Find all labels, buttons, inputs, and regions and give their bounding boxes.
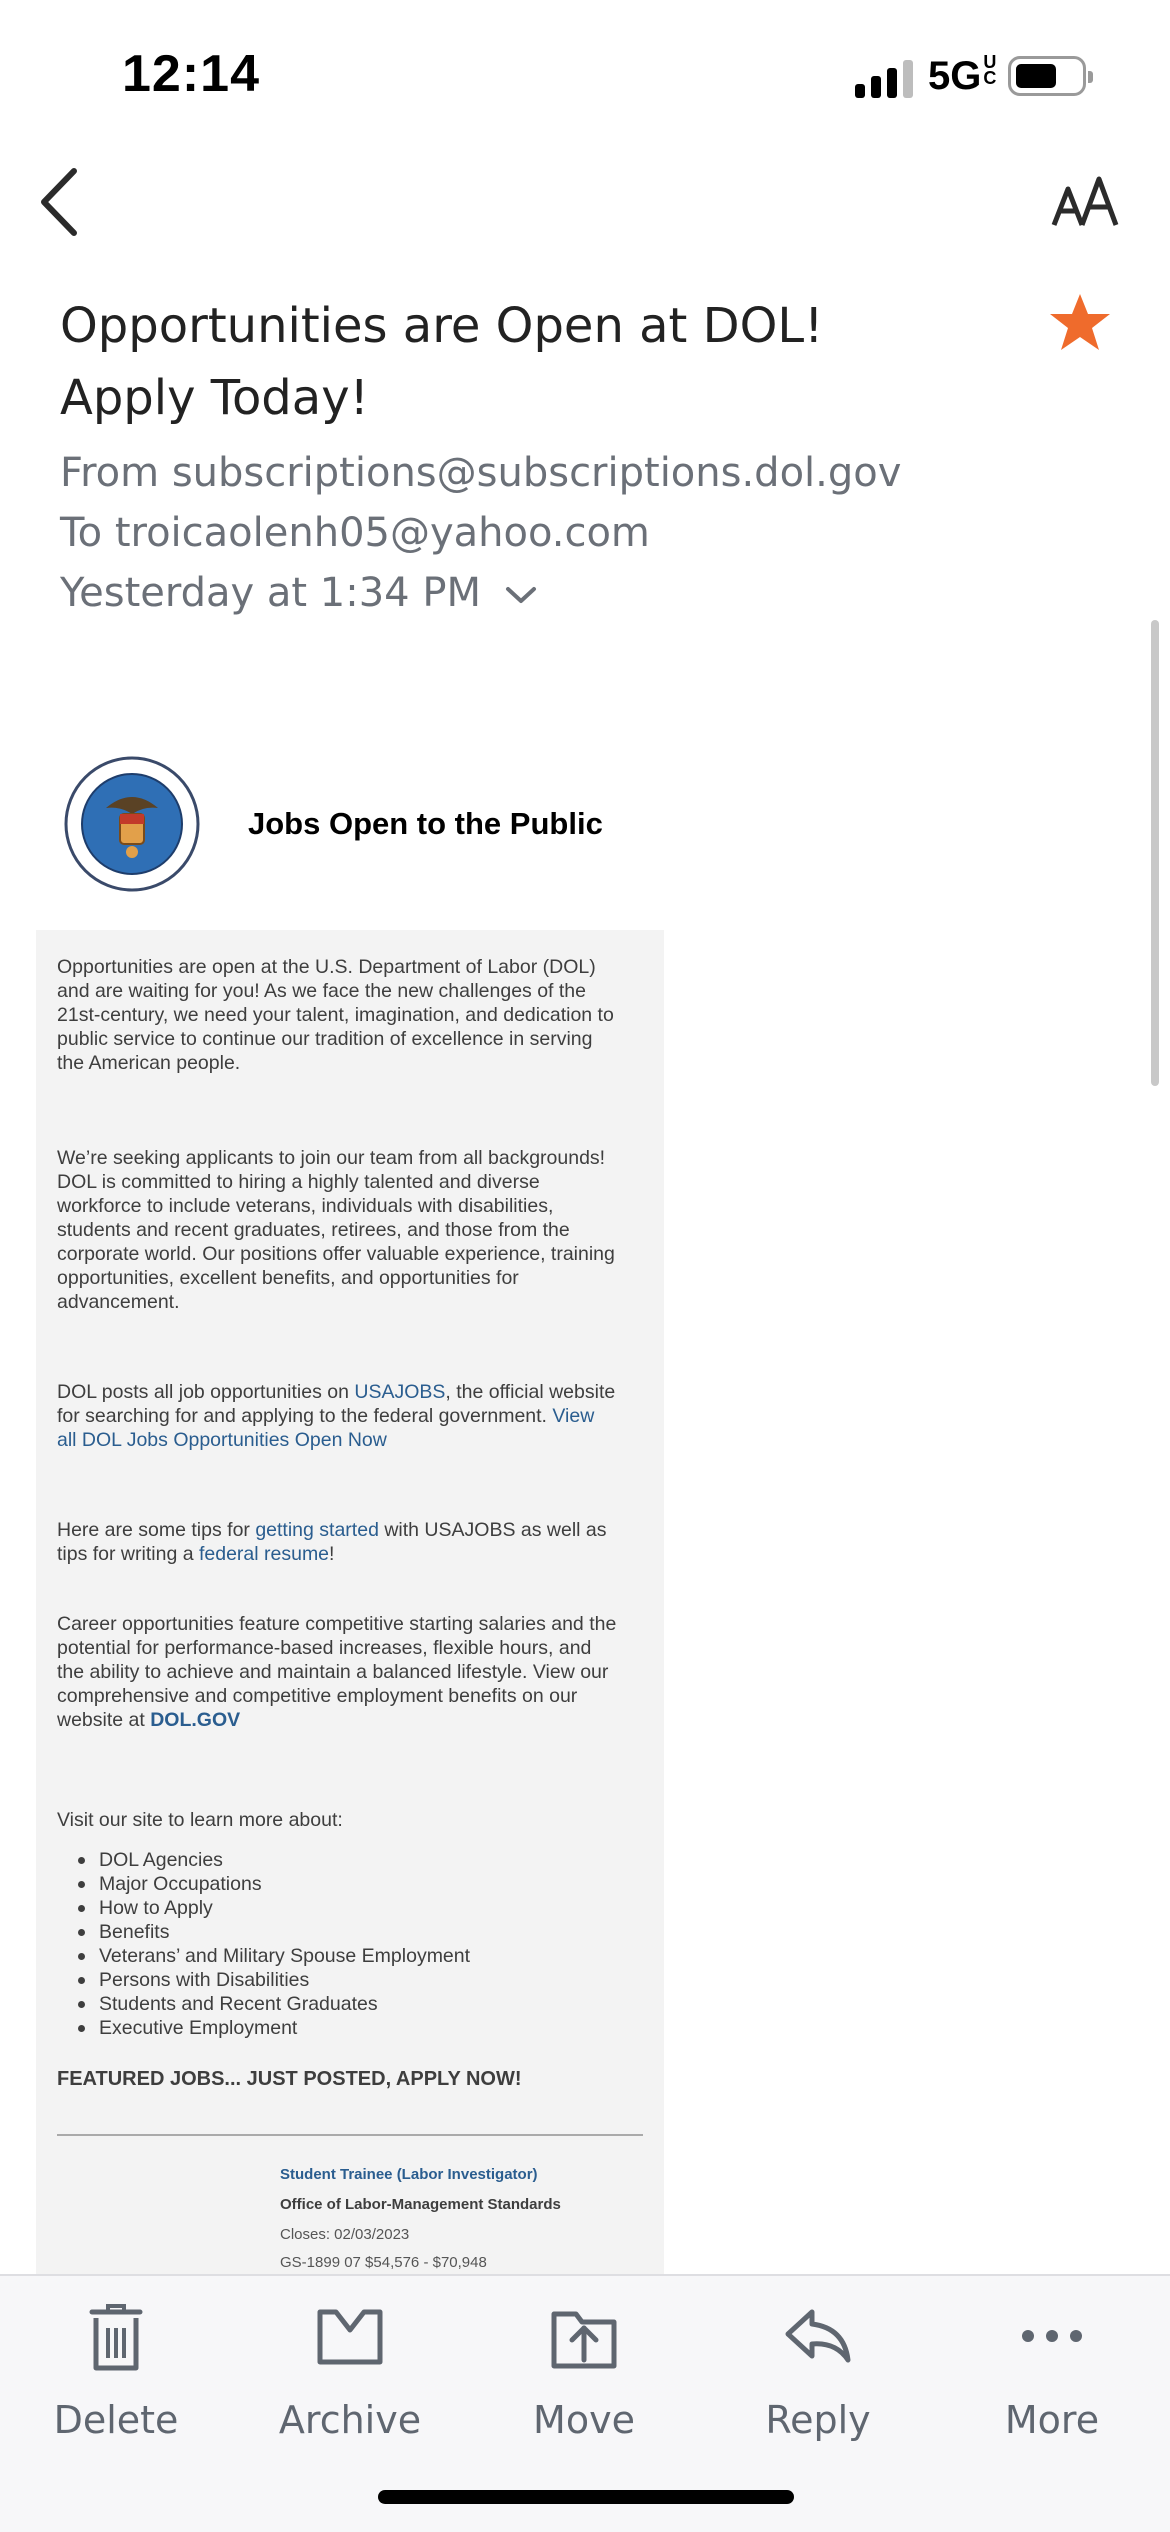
list-item: How to Apply [57,1896,617,1920]
more-dots-icon [1016,2302,1088,2372]
archive-icon [314,2302,386,2372]
archive-button[interactable] [250,2302,450,2452]
job-grade-salary: GS-1899 07 $54,576 - $70,948 [280,2254,487,2271]
delete-button[interactable] [16,2302,216,2452]
battery-icon [1008,56,1086,96]
star-button[interactable] [1048,292,1112,352]
paragraph-applicants: We’re seeking applicants to join our team from all backgrounds! DOL is committed to hiring a highly talented and diverse workforce to include veterans, individuals with disabilities, students and recent graduates, retirees, and those from the corporate world. Our positions offer valuable experience, training opportunities, excellent benefits, and opportunities for advancement. [57,1147,615,1313]
view-all-jobs-link[interactable]: View all DOL Jobs Opportunities Open Now [57,1405,595,1451]
delete-label: Delete [53,2398,179,2442]
paragraph-tips [57,1518,617,1566]
list-item: Students and Recent Graduates [57,1992,617,2016]
reply-icon [782,2302,854,2372]
list-item: DOL Agencies [57,1848,617,1872]
list-item: Executive Employment [57,2016,617,2040]
email-subject: Opportunities are Open at DOL! Apply Today! [60,298,824,426]
dol-seal-logo [64,756,200,892]
paragraph-benefits [57,1612,617,1732]
network-label: 5G [928,54,982,98]
usajobs-link[interactable]: USAJOBS [354,1381,446,1403]
p4-text-c: ! [329,1543,335,1565]
scrollbar[interactable] [1151,620,1159,1086]
network-indicator [928,54,997,99]
p4-text-a: Here are some tips for [57,1519,256,1541]
reply-label: Reply [765,2398,871,2442]
paragraph-learn-more: Visit our site to learn more about: [57,1809,343,1831]
archive-label: Archive [278,2398,422,2442]
job-office: Office of Labor-Management Standards [280,2196,561,2213]
move-folder-icon [548,2302,620,2372]
p3-text-a: DOL posts all job opportunities on [57,1381,355,1403]
status-bar [0,0,1170,150]
divider [57,2134,643,2136]
getting-started-link[interactable]: getting started [255,1519,379,1541]
p3-text-b: , the official website for searching for and applying to the federal government. [57,1381,616,1427]
more-label: More [1004,2398,1100,2442]
email-to[interactable]: To troicaolenh05@yahoo.com [60,510,650,556]
trash-icon [86,2302,146,2372]
federal-resume-link[interactable]: federal resume [198,1543,330,1565]
network-suffix: UC [983,52,997,88]
learn-more-list [57,1848,617,2040]
star-icon [1048,292,1112,352]
paragraph-usajobs [57,1380,617,1452]
status-time: 12:14 [122,45,260,103]
job-closing-date: Closes: 02/03/2023 [280,2226,410,2243]
list-item: Persons with Disabilities [57,1968,617,1992]
move-button[interactable] [484,2302,684,2452]
chevron-left-icon [36,165,86,239]
email-date-text: Yesterday at 1:34 PM [60,570,481,616]
email-from[interactable]: From subscriptions@subscriptions.dol.gov [60,450,902,496]
list-item: Major Occupations [57,1872,617,1896]
featured-jobs-heading: FEATURED JOBS... JUST POSTED, APPLY NOW! [57,2068,522,2090]
reply-button[interactable] [718,2302,918,2452]
more-button[interactable] [952,2302,1152,2452]
email-heading: Jobs Open to the Public [248,806,603,841]
move-label: Move [533,2398,635,2442]
p4-text-b: with USAJOBS as well as tips for writing a [57,1519,607,1565]
dol-gov-link[interactable]: DOL.GOV [150,1709,241,1731]
email-content-card [36,930,664,2276]
back-button[interactable] [36,165,86,239]
home-indicator[interactable] [378,2490,794,2504]
chevron-down-icon [504,584,538,606]
list-item: Benefits [57,1920,617,1944]
list-item: Veterans’ and Military Spouse Employment [57,1944,617,1968]
job-title-link[interactable]: Student Trainee (Labor Investigator) [280,2166,538,2183]
p5-text-a: Career opportunities feature competitive starting salaries and the potential for performance-based increases, flexible hours, and the ability to achieve and maintain a balanced lifestyle. View our comprehensive and competitive employment benefits on our website at [57,1613,617,1731]
paragraph-intro: Opportunities are open at the U.S. Department of Labor (DOL) and are waiting for you! As we face the new challenges of the 21st-century, we need your talent, imagination, and dedication to public service to continue our tradition of excellence in serving the American people. [57,956,614,1074]
email-date[interactable] [60,570,538,616]
text-size-button[interactable] [1050,175,1120,231]
signal-strength-icon [855,58,915,98]
text-size-icon [1050,175,1120,231]
